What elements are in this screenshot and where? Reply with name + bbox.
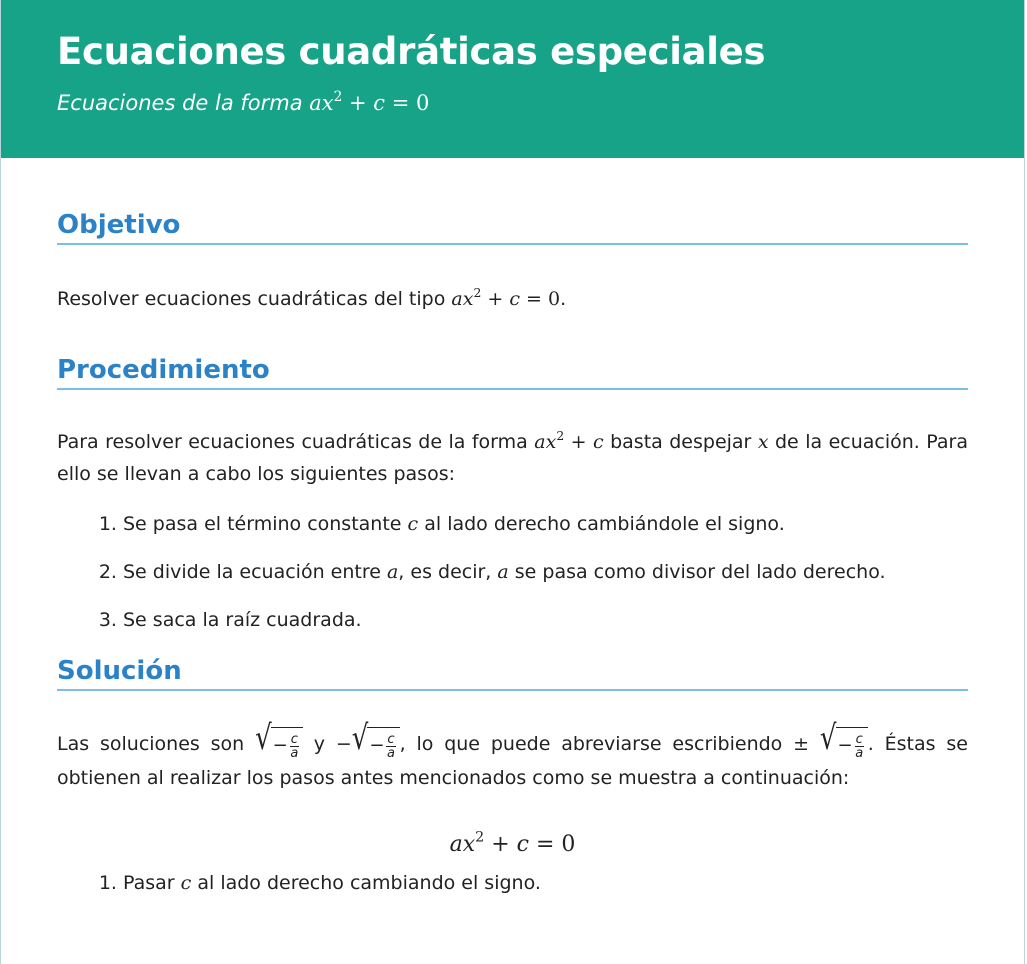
page-subtitle: Ecuaciones de la forma $ax^2 + c = 0$ [57, 89, 430, 115]
list-item: 3. Se saca la raíz cuadrada. [123, 608, 968, 632]
sqrt-expression: √ − $\frac{c}{a}$ [255, 727, 303, 762]
list-item: 1. Pasar c al lado derecho cambiando el signo. [123, 871, 968, 895]
heading-procedimiento: Procedimiento [57, 355, 968, 390]
main-content [1, 210, 1024, 895]
list-item: 2. Se divide la ecuación entre a, es decir, a se pasa como divisor del lado derecho. [123, 560, 968, 584]
page-header [1, 0, 1024, 158]
heading-solucion: Solución [57, 656, 968, 691]
objetivo-text: Resolver ecuaciones cuadráticas del tipo $ax^2 + c = 0$. [57, 285, 567, 310]
list-item: 1. Se pasa el término constante c al lado derecho cambiándole el signo. [123, 512, 968, 536]
objetivo-equation: $ax^2 + c = 0$ [451, 285, 561, 310]
heading-objetivo: Objetivo [57, 210, 968, 245]
procedimiento-text: Para resolver ecuaciones cuadráticas de la forma $ax^2 + c$ basta despejar x de la ecuación. Para ello se llevan a cabo los siguientes pasos: [57, 428, 968, 485]
sqrt-expression: √ − $\frac{c}{a}$ [820, 727, 868, 762]
subtitle-equation: $ax^2 + c = 0$ [309, 89, 430, 115]
solucion-text: Las soluciones son √ − $\frac{c}{a}$ y − √ − $\frac{c}{a}$ , lo que puede abreviarse escribiendo ± √ − $\frac{c}{a}$ . Éstas se obtienen al realizar los pasos antes mencionados como se muestra a continuación: [57, 719, 968, 789]
display-equation: $ax^2 + c = 0$ [449, 829, 576, 857]
page-title: Ecuaciones cuadráticas especiales [57, 30, 766, 73]
solution-steps [57, 871, 968, 895]
sqrt-expression: √ − $\frac{c}{a}$ [352, 727, 400, 762]
procedure-steps [57, 512, 968, 632]
